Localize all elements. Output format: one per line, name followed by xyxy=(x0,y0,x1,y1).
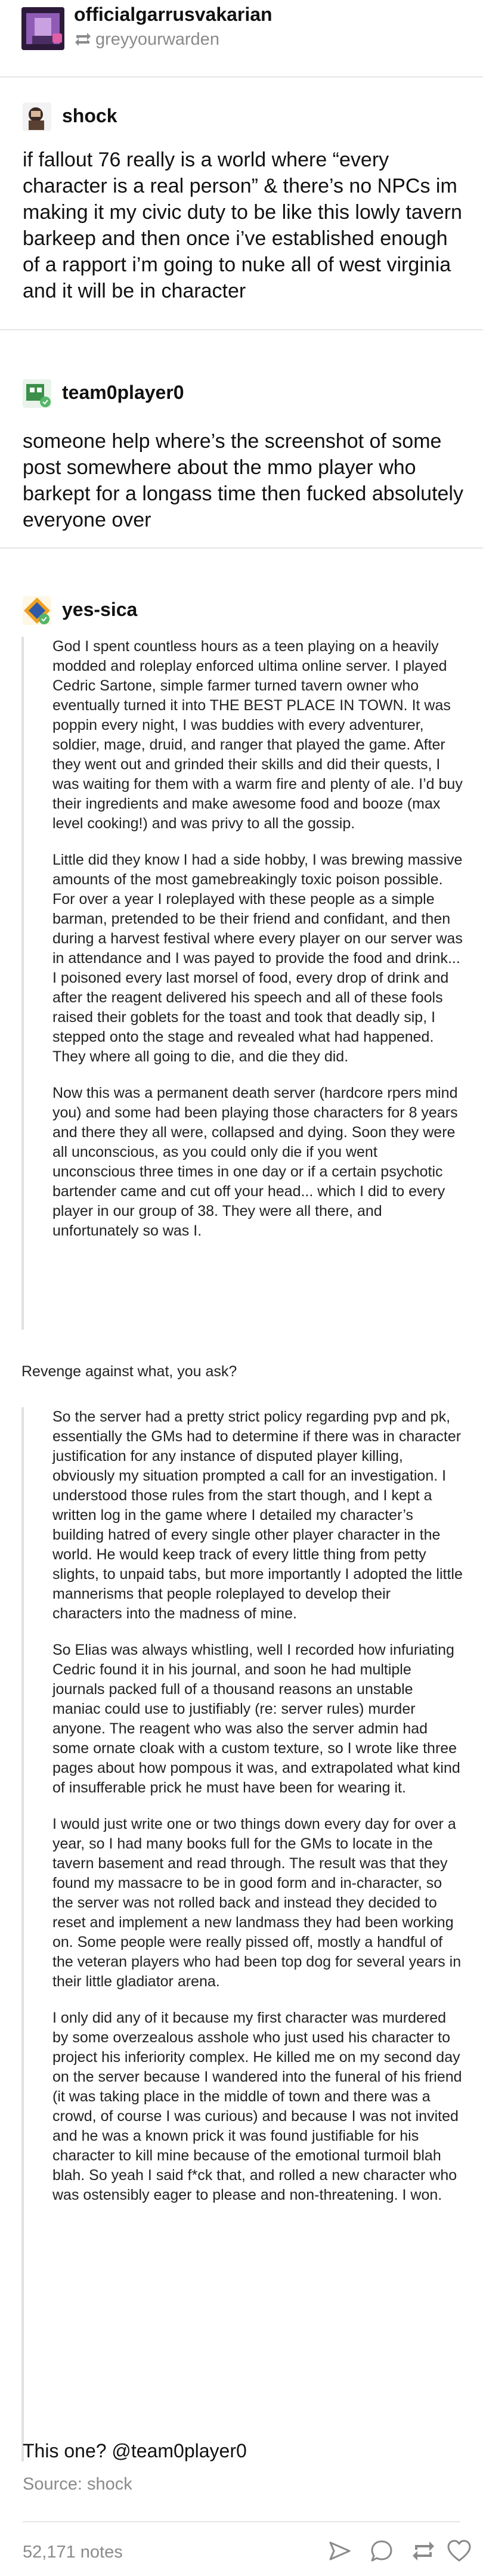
notes-count[interactable]: 52,171 notes xyxy=(23,2543,123,2562)
op-avatar[interactable] xyxy=(21,7,64,50)
team0player0-avatar[interactable] xyxy=(23,379,51,408)
quote-paragraph: God I spent countless hours as a teen playing on a heavily modded and roleplay enforced ultima online server. I played Cedric Sartone, simple farmer turned tavern owner who eventually turned it into THE BEST PLACE IN TOWN. It was poppin every night, I was buddies with every adventurer, soldier, mage, druid, and ranger that played the game. After they went out and grinded their skills and did their quests, I was waiting for them with a warm fire and plenty of ale. I’d buy their ingredients and make awesome food and booze (max level cooking!) and was privy to all the gossip. xyxy=(52,638,463,832)
team0player0-avatar-icon xyxy=(23,379,51,408)
quote-paragraph: I only did any of it because my first character was murdered by some overzealous asshole who just used his character to project his inferiority complex. He killed me on my second day on the server because I wandered into the funeral of his friend (it was taking place in the middle of town and there was a crowd, of course I was curious) and because I was not invited and he was a known prick it was found justifiable for his character to kill mine because of the emotional turmoil blah blah. So yeah I said f*ck that, and rolled a new character who was ostensibly eager to please and non-threatening. I won. xyxy=(52,2010,462,2203)
source-link[interactable]: Source: shock xyxy=(23,2475,132,2494)
reply-icon[interactable] xyxy=(369,2538,395,2564)
post-body: someone help where’s the screenshot of some post somewhere about the mmo player who barkept for a longass time then fucked absolutely everyone over xyxy=(23,430,463,531)
share-icon-svg xyxy=(327,2538,353,2564)
post-header xyxy=(0,0,483,72)
reblog-icon-svg xyxy=(410,2538,436,2564)
post-username[interactable]: team0player0 xyxy=(62,382,184,403)
shock-avatar-icon xyxy=(23,103,51,131)
yes-sica-avatar-icon xyxy=(23,596,51,625)
interjection-text: Revenge against what, you ask? xyxy=(21,1363,237,1380)
op-avatar-icon xyxy=(21,7,64,50)
reblog-icon xyxy=(74,32,92,47)
divider xyxy=(0,329,483,330)
reply-icon-svg xyxy=(369,2538,395,2564)
quote-paragraph: Little did they know I had a side hobby, I was brewing massive amounts of the most gamebreakingly toxic poison possible. For over a year I roleplayed with these people as a simple barman, pretended to be their friend and confidant, and then during a harvest festival where every player on our server was in attendance and I was payed to provide the food and drink... I poisoned every last morsel of food, every drop of drink and after the reagent delivered his speech and all of these fools raised their goblets for the toast and took that deadly sip, I stepped onto the stage and revealed what had happened. They where all going to die, and die they did. xyxy=(52,852,463,1065)
op-username[interactable]: officialgarrusvakarian xyxy=(74,4,273,25)
reblog-icon[interactable] xyxy=(410,2538,436,2564)
quote-text xyxy=(52,637,464,1241)
reply-text: This one? @team0player0 xyxy=(23,2440,247,2462)
yes-sica-avatar[interactable] xyxy=(23,596,51,625)
quote-paragraph: I would just write one or two things down every day for over a year, so I had many books full for the GMs to locate in the tavern basement and read through. The result was that they found my massacre to be in good form and in-character, so the server was not rolled back and instead they decided to reset and implement a new landmass they had been working on. Some people were really pissed off, mostly a handful of the veteran players who had been top dog for several years in their little gladiator arena. xyxy=(52,1816,462,1990)
divider xyxy=(0,547,483,549)
quote-paragraph: Now this was a permanent death server (hardcore rpers mind you) and some had been playing those characters for 8 years and there they all were, collapsed and dying. Soon they were all unconscious, as you could only die if you went unconscious three times in one day or if a certain psychotic bartender came and cut off your head... which I did to every player in our group of 38. They were all there, and unfortunately so was I. xyxy=(52,1085,458,1239)
quote-text xyxy=(52,1407,464,2205)
quote-block xyxy=(21,1407,471,2462)
heart-icon xyxy=(446,2538,472,2564)
quote-paragraph: So Elias was always whistling, well I recorded how infuriating Cedric found it in his journal, and soon he had multiple journals packed full of a thousand reasons an unstable maniac could use to justifiably (re: server rules) murder anyone. The reagent who was also the server admin had some ornate cloak with a custom texture, so I wrote like three pages about how pompous it was, and extrapolated what kind of insufferable prick he must have been for wearing it. xyxy=(52,1642,460,1796)
shock-avatar[interactable] xyxy=(23,103,51,131)
post-username[interactable]: shock xyxy=(62,105,117,126)
post-username[interactable]: yes-sica xyxy=(62,599,138,620)
post-body: if fallout 76 really is a world where “every character is a real person” & there’s no NPCs im making it my civic duty to be like this lowly tavern barkeep and then once i’ve established enough of a rapport i’m going to nuke all of west virginia and it will be in character xyxy=(23,148,462,302)
quote-paragraph: So the server had a pretty strict policy regarding pvp and pk, essentially the GMs had to determine if there was in character justification for any instance of disputed player killing, obviously my situation prompted a call for an investigation. I understood those rules from the start though, and I kept a written log in the game where I detailed my character’s building hatred of every single other player character in the world. He would keep track of every little thing from petty slights, to unpaid tabs, but more importantly I adopted the little mannerisms that people roleplayed to develop their characters into the madness of mine. xyxy=(52,1408,463,1622)
quote-block xyxy=(21,637,471,1330)
divider xyxy=(23,2521,460,2522)
like-icon[interactable] xyxy=(446,2538,472,2564)
share-icon[interactable] xyxy=(327,2538,353,2564)
reblogged-from-name: greyyourwarden xyxy=(95,30,219,49)
reblogged-from[interactable] xyxy=(74,30,219,49)
divider xyxy=(0,76,483,78)
